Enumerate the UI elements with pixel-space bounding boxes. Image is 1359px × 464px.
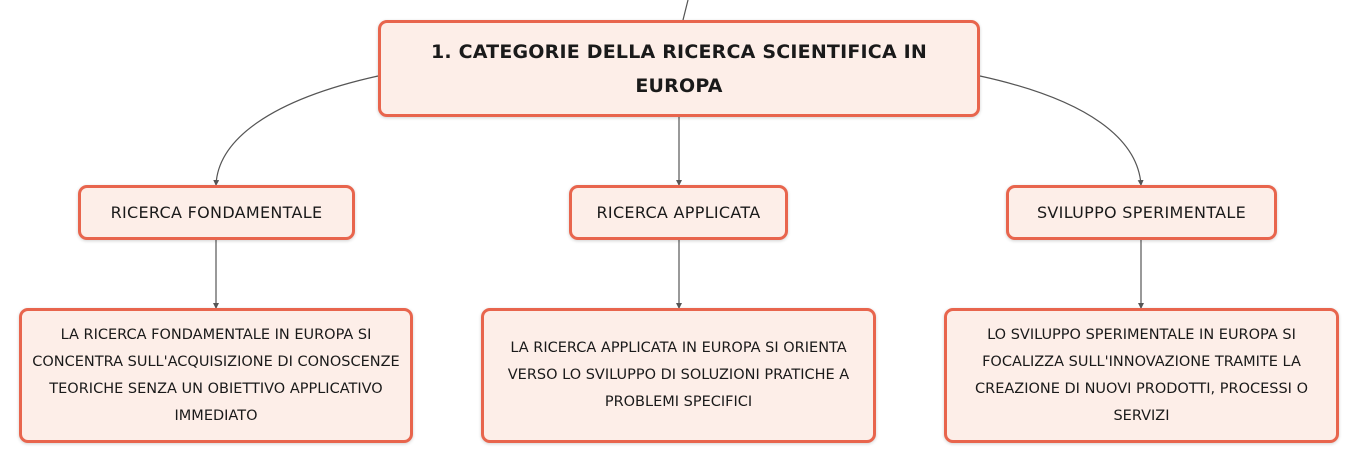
connector-root-to-ricerca-fondamentale bbox=[216, 76, 378, 185]
description-text: LA RICERCA FONDAMENTALE IN EUROPA SI CONCENTRA SULL'ACQUISIZIONE DI CONOSCENZE TEORICHE SENZA UN OBIETTIVO APPLICATIVO IMMEDIATO bbox=[32, 326, 400, 424]
root-topic-node[interactable] bbox=[378, 20, 980, 117]
description-node-ricerca-fondamentale[interactable] bbox=[19, 308, 413, 443]
root-topic-title: 1. CATEGORIE DELLA RICERCA SCIENTIFICA IN EUROPA bbox=[430, 40, 928, 97]
description-node-ricerca-applicata[interactable] bbox=[481, 308, 876, 443]
category-label: RICERCA APPLICATA bbox=[596, 203, 761, 222]
category-label: RICERCA FONDAMENTALE bbox=[110, 203, 323, 222]
connector-root-to-sviluppo-sperimentale bbox=[980, 76, 1141, 185]
category-node-sviluppo-sperimentale[interactable] bbox=[1006, 185, 1277, 240]
category-label: SVILUPPO SPERIMENTALE bbox=[1036, 203, 1247, 222]
category-node-ricerca-applicata[interactable] bbox=[569, 185, 788, 240]
category-node-ricerca-fondamentale[interactable] bbox=[78, 185, 355, 240]
description-text: LO SVILUPPO SPERIMENTALE IN EUROPA SI FOCALIZZA SULL'INNOVAZIONE TRAMITE LA CREAZIONE DI NUOVI PRODOTTI, PROCESSI O SERVIZI bbox=[975, 326, 1308, 424]
description-text: LA RICERCA APPLICATA IN EUROPA SI ORIENTA VERSO LO SVILUPPO DI SOLUZIONI PRATICHE A PROBLEMI SPECIFICI bbox=[507, 340, 850, 410]
description-node-sviluppo-sperimentale[interactable] bbox=[944, 308, 1339, 443]
parent-connector bbox=[683, 0, 688, 20]
